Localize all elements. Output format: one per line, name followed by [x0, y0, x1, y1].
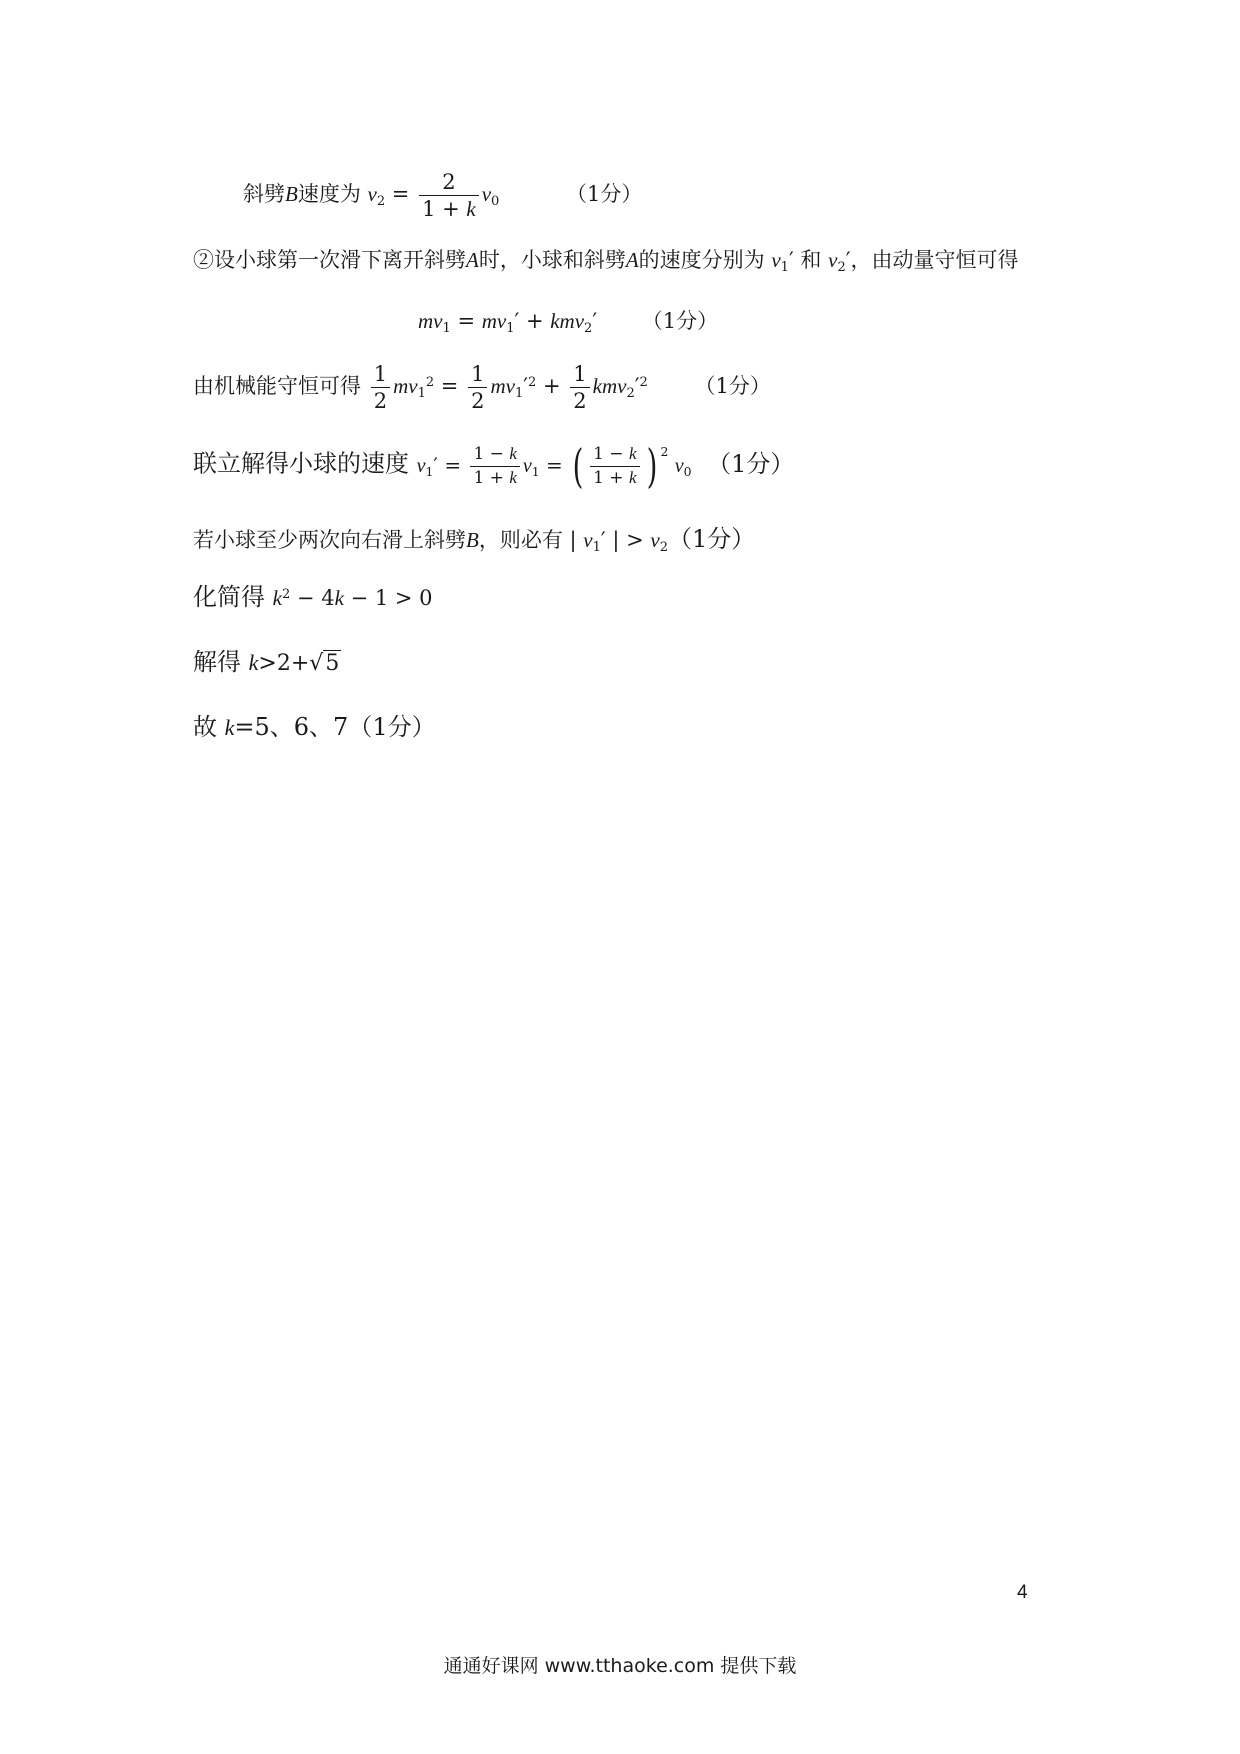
line-solution-velocity	[193, 439, 795, 493]
formula-energy: $\frac{1}{2}$ $mv_1^2$ = $\frac{1}{2}$ $mv_1'^2$ + $\frac{1}{2}$ $kmv_2'^2$	[368, 374, 648, 398]
text-condition-2: ，则必有	[478, 528, 563, 552]
score-4: （1分）	[707, 449, 795, 478]
formula-momentum: $mv_1 = mv_1' + kmv_2'$	[418, 309, 598, 337]
page-number: 4	[1017, 1582, 1028, 1603]
score-5: （1分）	[667, 525, 756, 553]
text-and: 和	[800, 248, 822, 272]
text-speed: 速度为	[297, 182, 361, 207]
score-1: （1分）	[566, 182, 643, 207]
score-3: （1分）	[694, 374, 771, 399]
var-B-2: B	[466, 528, 479, 552]
formula-v1prime: $v_1'$	[771, 248, 794, 276]
line-v2-result	[243, 170, 642, 221]
text-slope: 斜劈	[243, 182, 285, 207]
text-setup-3: 的速度分别为	[638, 248, 765, 272]
line-momentum-equation	[418, 311, 718, 335]
score-2: （1分）	[641, 309, 719, 333]
formula-inequality: | $v_1'$ | > $v_2$	[569, 528, 668, 556]
text-setup-2: 时，小球和斜劈	[478, 248, 626, 272]
footer-text: 通通好课网 www.tthaoke.com 提供下载	[443, 1655, 797, 1677]
var-A-2: A	[625, 248, 639, 272]
line-energy-equation	[193, 362, 771, 413]
formula-v2: $v_2$ = $\frac{2}{1 + k}$ $v_0$	[367, 170, 500, 222]
text-therefore: 故	[193, 713, 217, 741]
text-k-values: =5、6、7（1分）	[234, 713, 436, 741]
text-momentum: ，由动量守恒可得	[850, 248, 1019, 272]
line-solve-k	[193, 650, 341, 675]
line-setup-momentum	[193, 250, 1019, 274]
text-solve: 联立解得小球的速度	[193, 449, 409, 478]
line-condition	[193, 527, 755, 554]
text-simplify: 化简得	[193, 583, 265, 611]
text-setup: ②设小球第一次滑下离开斜劈	[193, 248, 466, 272]
line-simplify	[193, 585, 433, 609]
var-B: B	[285, 182, 298, 207]
var-k: k	[224, 715, 235, 740]
formula-v2prime: $v_2'$	[828, 248, 851, 276]
formula-quadratic: $k^2 - 4k - 1 > 0$	[272, 586, 433, 610]
text-condition: 若小球至少两次向右滑上斜劈	[193, 528, 466, 552]
var-A: A	[466, 248, 479, 272]
text-solve-k: 解得	[193, 648, 241, 676]
formula-k-bound: k>2+√5	[248, 650, 340, 676]
line-conclusion	[193, 715, 436, 739]
formula-v1prime-solution: $v_1'$ = $\frac{1 - k}{1 + k}$ $v_1$ = ( $\frac{1 - k}{1 + k}$ ) $^2$ $v_0$	[416, 439, 692, 493]
text-energy: 由机械能守恒可得	[193, 374, 361, 399]
